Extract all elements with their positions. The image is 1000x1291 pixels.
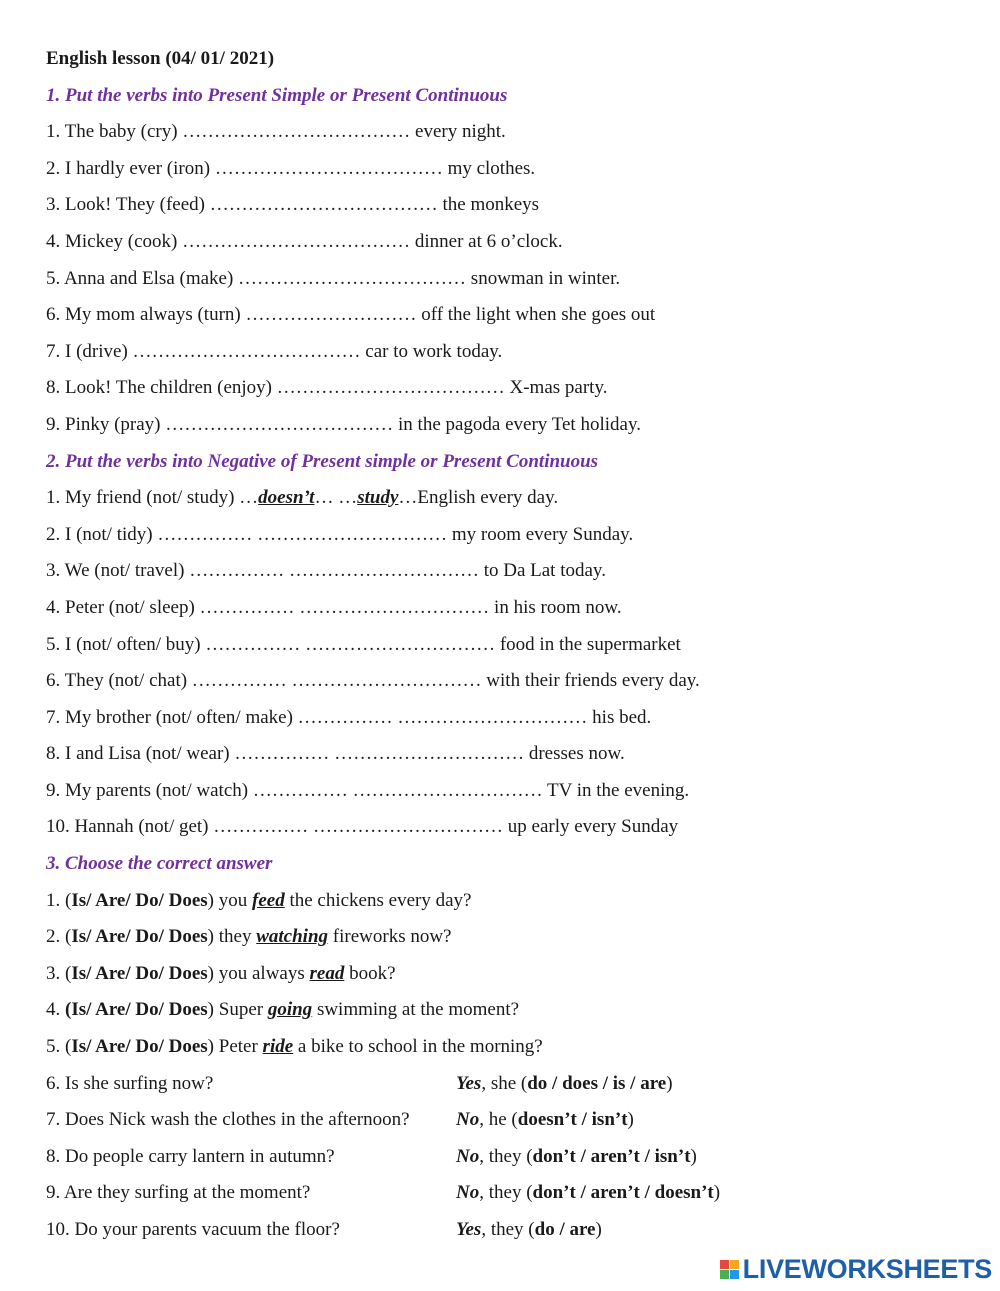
exercise-item: 8. I and Lisa (not/ wear) …………… ………………………… dresses now. [46,743,625,765]
choice-text: ) Peter [207,1036,263,1058]
exercise-item: 2. I (not/ tidy) …………… ………………………… my room every Sunday. [46,523,634,545]
choice-text: book? [344,962,396,984]
choice-number: 2. ( [46,926,72,948]
choice-text: ) you [207,889,252,911]
choice-text: ) they [207,926,257,948]
choice-text: swimming at the moment? [312,999,520,1021]
exercise-item: 8. Look! The children (enjoy) ……………………………… X-mas party. [46,377,608,399]
short-answer-question: 10. Do your parents vacuum the floor? [46,1219,340,1240]
page-title: English lesson (04/ 01/ 2021) [46,48,275,69]
choice-options: (Is/ Are/ Do/ Does [65,999,208,1021]
choice-text: a bike to school in the morning? [293,1036,543,1058]
short-answer-question: 9. Are they surfing at the moment? [46,1182,311,1204]
choice-number: 5. ( [46,1036,72,1058]
short-answer-close: ) [595,1219,602,1240]
exercise-item: 9. My parents (not/ watch) …………… ………………………… TV in the evening. [46,779,690,801]
exercise-item: 4. Mickey (cook) ……………………………… dinner at 6 o’clock. [46,230,563,252]
worksheet [46,44,986,1252]
choice-options: Is/ Are/ Do/ Does [71,1036,208,1058]
exercise-item: 3. We (not/ travel) …………… ………………………… to Da Lat today. [46,560,606,582]
short-answer-item [46,1069,986,1106]
short-answer-subject: , they ( [481,1219,535,1240]
short-answer-close: ) [627,1109,634,1131]
choice-text: the chickens every day? [284,889,472,911]
exercise-item: 7. I (drive) ……………………………… car to work today. [46,340,503,362]
exercise-item: 2. I hardly ever (iron) ……………………………… my clothes. [46,157,536,179]
short-answer-options: do / are [534,1219,596,1240]
choice-verb: watching [256,926,329,948]
short-answer-item [46,1178,986,1215]
short-answer-subject: , she ( [481,1072,528,1094]
section2-heading: 2. Put the verbs into Negative of Present simple or Present Continuous [46,450,599,472]
exercise-item: 4. Peter (not/ sleep) …………… ………………………… in his room now. [46,596,622,618]
exercise-item: 9. Pinky (pray) ……………………………… in the pagoda every Tet holiday. [46,413,641,435]
short-answer-yn: No [456,1182,480,1204]
logo-block [720,1260,729,1269]
short-answer-yn: Yes [456,1072,482,1094]
example-answer-aux: doesn’t [258,487,315,509]
example-item [46,483,986,520]
choice-item [46,959,986,996]
exercise-item: 1. The baby (cry) ……………………………… every night. [46,121,506,143]
choice-item [46,922,986,959]
short-answer-question: 7. Does Nick wash the clothes in the afternoon? [46,1109,410,1131]
exercise-item: 5. I (not/ often/ buy) …………… ………………………… food in the supermarket [46,633,681,655]
short-answer-yn: No [456,1145,480,1167]
short-answer-item [46,1215,986,1252]
choice-text: ) you always [207,962,310,984]
short-answer-options: do / does / is / are [527,1072,667,1094]
short-answer-close: ) [690,1145,697,1167]
choice-verb: feed [252,889,285,911]
short-answer-subject: , they ( [479,1182,533,1204]
short-answer-yn: No [456,1109,480,1131]
exercise-item: 3. Look! They (feed) ……………………………… the monkeys [46,194,540,216]
choice-options: Is/ Are/ Do/ Does [71,926,208,948]
logo-blocks-icon [720,1260,739,1279]
short-answer-options: doesn’t / isn’t [517,1109,628,1131]
choice-verb: going [267,999,313,1021]
choice-options: Is/ Are/ Do/ Does [71,962,208,984]
example-prefix: 1. My friend (not/ study) … [46,487,259,509]
liveworksheets-logo[interactable] [720,1255,992,1283]
exercise-item: 6. They (not/ chat) …………… ………………………… with their friends every day. [46,670,700,692]
choice-text: ) Super [207,999,268,1021]
short-answer-close: ) [713,1182,721,1204]
exercise-item: 10. Hannah (not/ get) …………… ………………………… up early every Sunday [46,816,679,838]
logo-block [730,1260,739,1269]
example-suffix: …English every day. [398,487,559,509]
short-answer-question: 8. Do people carry lantern in autumn? [46,1145,335,1167]
short-answer-close: ) [666,1072,673,1094]
choice-text: fireworks now? [328,926,452,948]
logo-block [720,1270,729,1279]
choice-verb: ride [262,1036,294,1058]
choice-options: Is/ Are/ Do/ Does [71,889,208,911]
exercise-item: 7. My brother (not/ often/ make) …………… ………………………… his bed. [46,706,652,728]
choice-item [46,995,986,1032]
short-answer-subject: , he ( [479,1109,518,1131]
short-answer-options: don’t / aren’t / isn’t [532,1145,691,1167]
choice-item [46,1032,986,1069]
section1-heading: 1. Put the verbs into Present Simple or Present Continuous [46,84,508,106]
choice-verb: read [309,962,345,984]
example-middle: … … [314,487,358,509]
choice-item [46,886,986,923]
exercise-item: 5. Anna and Elsa (make) ……………………………… snowman in winter. [46,267,621,289]
section3-heading: 3. Choose the correct answer [46,853,273,875]
short-answer-subject: , they ( [479,1145,533,1167]
choice-number: 4. [46,999,65,1021]
logo-block [730,1270,739,1279]
choice-number: 3. ( [46,962,72,984]
short-answer-yn: Yes [456,1219,482,1240]
short-answer-item [46,1142,986,1179]
short-answer-question: 6. Is she surfing now? [46,1072,214,1094]
logo-text: LIVEWORKSHEETS [742,1253,992,1284]
exercise-item: 6. My mom always (turn) ……………………… off the light when she goes out [46,304,656,326]
choice-number: 1. ( [46,889,72,911]
short-answer-options: don’t / aren’t / doesn’t [532,1182,714,1204]
short-answer-item [46,1105,986,1142]
example-answer-verb: study [357,487,399,509]
